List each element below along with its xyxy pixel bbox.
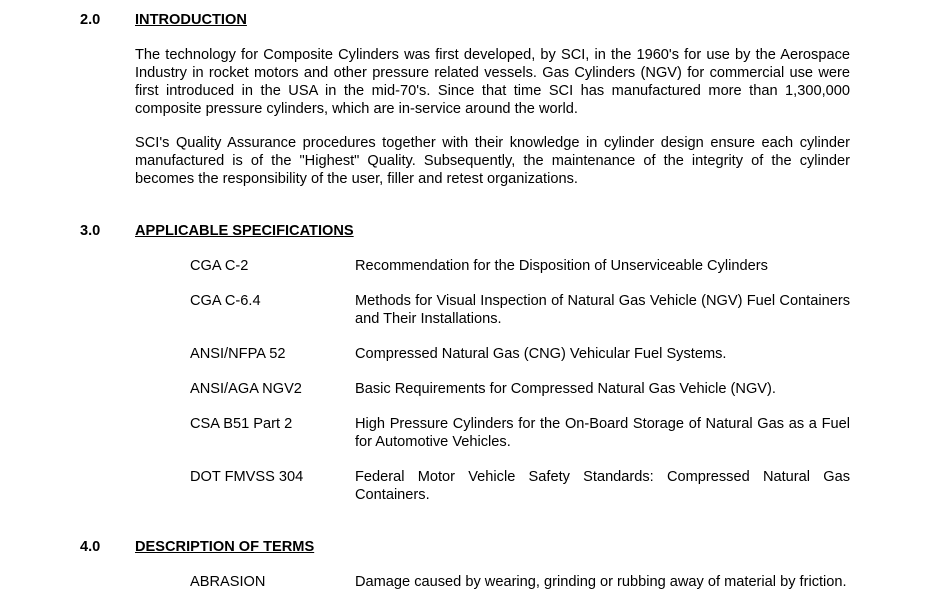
section-number: 2.0 xyxy=(80,12,101,28)
term-name: ABRASION xyxy=(190,574,266,590)
spec-term: DOT FMVSS 304 xyxy=(190,469,304,485)
spec-definition: Basic Requirements for Compressed Natural Gas Vehicle (NGV). xyxy=(355,381,776,397)
term-definition: Damage caused by wearing, grinding or rubbing away of material by friction. xyxy=(355,574,847,590)
introduction-paragraph: The technology for Composite Cylinders was first developed, by SCI, in the 1960's for use by the Aerospace Industry in rocket motors and other pressure related vessels. Gas Cylinders (NGV) for commercial use were first introduced in the USA in the mid-70's. Since that time SCI has manufactured more than 1,300,000 composite pressure cylinders, which are in-service around the world. xyxy=(135,47,850,117)
spec-definition: Recommendation for the Disposition of Unserviceable Cylinders xyxy=(355,258,768,274)
introduction-paragraph: SCI's Quality Assurance procedures together with their knowledge in cylinder design ensure each cylinder manufactured is of the "Highest" Quality. Subsequently, the maintenance of the integrity of the cylinder becomes the responsibility of the user, filler and retest organizations. xyxy=(135,135,850,187)
spec-definition: Compressed Natural Gas (CNG) Vehicular Fuel Systems. xyxy=(355,346,727,362)
section-heading-description-of-terms: DESCRIPTION OF TERMS xyxy=(135,539,315,555)
spec-definition: High Pressure Cylinders for the On-Board Storage of Natural Gas as a Fuel for Automotive Vehicles. xyxy=(355,416,850,450)
spec-definition: Methods for Visual Inspection of Natural Gas Vehicle (NGV) Fuel Containers and Their Installations. xyxy=(355,293,850,327)
spec-definition: Federal Motor Vehicle Safety Standards: Compressed Natural Gas Containers. xyxy=(355,469,850,503)
section-heading-introduction: INTRODUCTION xyxy=(135,12,247,28)
section-heading-applicable-specifications: APPLICABLE SPECIFICATIONS xyxy=(135,223,354,239)
section-number: 4.0 xyxy=(80,539,101,555)
section-number: 3.0 xyxy=(80,223,101,239)
spec-term: CGA C-2 xyxy=(190,258,249,274)
spec-term: ANSI/AGA NGV2 xyxy=(190,381,302,397)
spec-term: CSA B51 Part 2 xyxy=(190,416,293,432)
spec-term: ANSI/NFPA 52 xyxy=(190,346,286,362)
spec-term: CGA C-6.4 xyxy=(190,293,261,309)
